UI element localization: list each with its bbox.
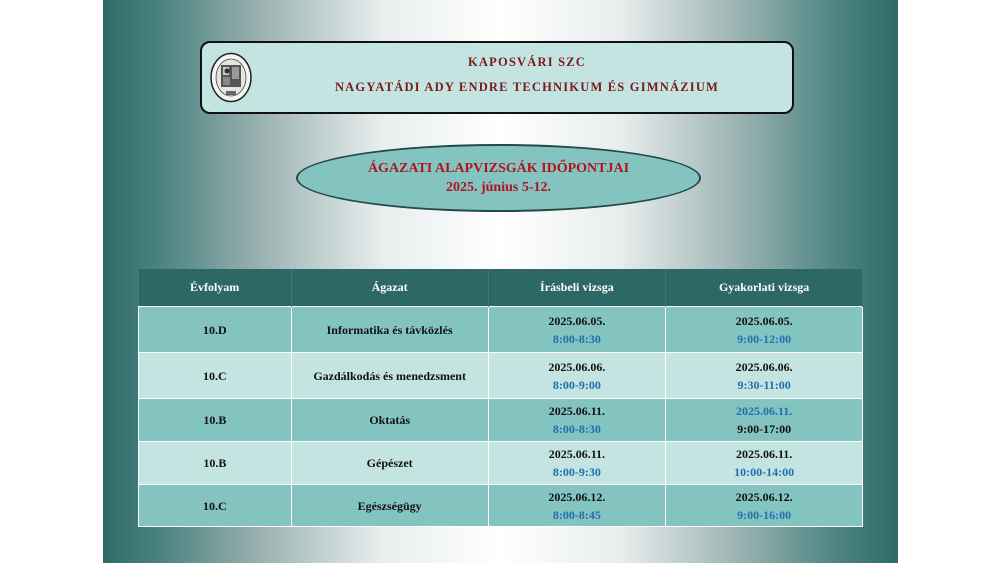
grade-cell: 10.B — [139, 399, 292, 442]
school-header — [200, 41, 794, 114]
table-header-row — [139, 269, 863, 307]
column-header-sector: Ágazat — [291, 269, 488, 307]
written-time: 8:00-9:30 — [552, 465, 601, 479]
practical-exam-cell — [666, 485, 863, 527]
sector-cell: Oktatás — [291, 399, 488, 442]
column-header-practical-exam: Gyakorlati vizsga — [666, 269, 863, 307]
practical-date: 2025.06.06. — [735, 359, 793, 374]
practical-date: 2025.06.05. — [735, 313, 793, 328]
written-exam-cell — [488, 442, 666, 485]
written-time: 8:00-9:00 — [552, 377, 601, 392]
grade-cell: 10.C — [139, 353, 292, 399]
practical-exam-cell — [666, 307, 863, 353]
practical-time: 10:00-14:00 — [734, 465, 795, 479]
practical-date: 2025.06.11. — [735, 404, 793, 418]
written-date: 2025.06.11. — [548, 404, 606, 418]
table-row — [139, 485, 863, 527]
written-time: 8:00-8:30 — [552, 331, 601, 346]
written-time: 8:00-8:30 — [552, 422, 601, 436]
written-date: 2025.06.06. — [548, 359, 606, 374]
school-seal-icon — [209, 51, 253, 104]
practical-time: 9:00-12:00 — [737, 331, 792, 346]
table-row — [139, 353, 863, 399]
written-date: 2025.06.05. — [548, 313, 606, 328]
header-school-name: NAGYATÁDI ADY ENDRE TECHNIKUM ÉS GIMNÁZIUM — [334, 80, 720, 94]
practical-time: 9:30-11:00 — [737, 377, 791, 392]
column-header-written-exam: Írásbeli vizsga — [488, 269, 666, 307]
sector-cell: Gazdálkodás és menedzsment — [291, 353, 488, 399]
written-exam-cell — [488, 353, 666, 399]
practical-exam-cell — [666, 353, 863, 399]
exam-schedule-table — [138, 269, 863, 527]
written-exam-cell — [488, 485, 666, 527]
column-header-grade: Évfolyam — [139, 269, 292, 307]
written-date: 2025.06.12. — [548, 489, 606, 504]
slide — [103, 0, 898, 563]
exam-title-badge — [296, 144, 701, 212]
practical-exam-cell — [666, 399, 863, 442]
table-row — [139, 399, 863, 442]
table-row — [139, 307, 863, 353]
written-date: 2025.06.11. — [548, 447, 606, 461]
practical-time: 9:00-17:00 — [737, 422, 792, 436]
sector-cell: Gépészet — [291, 442, 488, 485]
header-organization: KAPOSVÁRI SZC — [467, 55, 587, 69]
written-exam-cell — [488, 399, 666, 442]
practical-date: 2025.06.12. — [735, 489, 793, 504]
grade-cell: 10.D — [139, 307, 292, 353]
grade-cell: 10.C — [139, 485, 292, 527]
practical-time: 9:00-16:00 — [737, 507, 792, 522]
sector-cell: Egészségügy — [291, 485, 488, 527]
written-time: 8:00-8:45 — [552, 507, 601, 522]
exam-title: ÁGAZATI ALAPVIZSGÁK IDŐPONTJAI — [367, 161, 630, 176]
practical-exam-cell — [666, 442, 863, 485]
grade-cell: 10.B — [139, 442, 292, 485]
written-exam-cell — [488, 307, 666, 353]
practical-date: 2025.06.11. — [735, 447, 793, 461]
sector-cell: Informatika és távközlés — [291, 307, 488, 353]
table-row — [139, 442, 863, 485]
exam-date-range: 2025. június 5-12. — [445, 180, 552, 195]
